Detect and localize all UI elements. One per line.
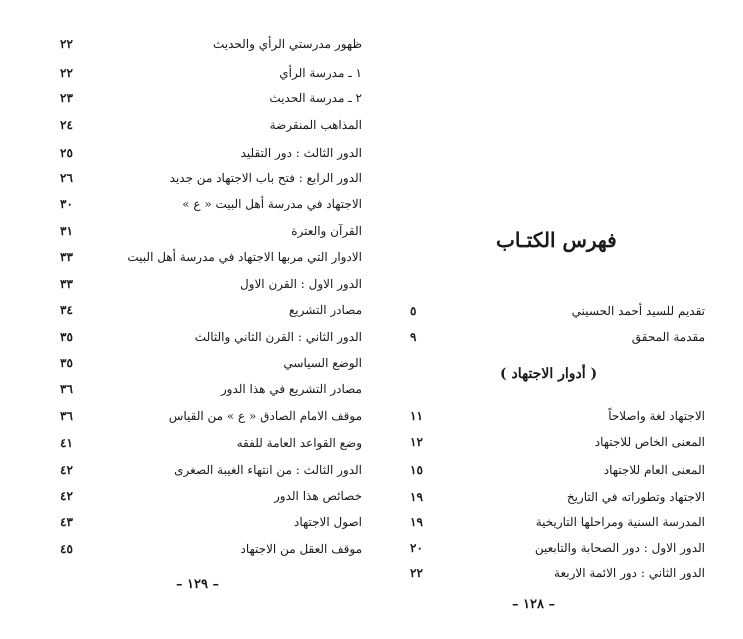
entry-title: المدرسة السنية ومراحلها التاريخية [535,515,705,529]
entry-title: مقدمة المحقق [631,330,705,344]
toc-entry [0,220,372,242]
entry-page: ٢٤ [60,118,73,132]
entry-page: ٤١ [60,436,73,450]
entry-page: ٣١ [60,224,73,238]
toc-entry [372,405,743,427]
entry-title: الدور الرابع : فتح باب الاجتهاد من جديد [169,171,362,185]
entry-title: مصادر التشريع في هذا الدور [220,382,362,396]
entry-title: الدور الثالث : من انتهاء الغيبة الصغرى [174,463,362,477]
entry-page: ٤٢ [60,489,73,503]
right-page [372,0,743,639]
toc-entry [372,431,743,453]
entry-page: ١٩ [410,515,423,529]
entry-page: ٣٤ [60,303,73,317]
toc-entry [372,537,743,559]
entry-title: موقف العقل من الاجتهاد [240,542,362,556]
entry-title: المعنى العام للاجتهاد [603,463,705,477]
toc-entry [372,300,743,322]
entry-title: الدور الاول : دور الصحابة والتابعين [534,541,705,555]
entry-title: تقديم للسيد أحمد الحسيني [571,304,705,318]
entry-page: ١٥ [410,463,423,477]
entry-page: ٩ [410,330,417,344]
entry-title: القرآن والعترة [291,224,362,238]
toc-entry [0,352,372,374]
entry-title: ١ ـ مدرسة الرأي [279,66,362,80]
entry-title: المذاهب المنقرضة [269,118,362,132]
toc-entry [0,87,372,109]
entry-title: الاجتهاد وتطوراته في التاريخ [566,490,705,504]
toc-entry [0,62,372,84]
entry-page: ٢٢ [60,66,73,80]
toc-entry [0,114,372,136]
entry-page: ٣٣ [60,277,73,291]
entry-title: ظهور مدرستي الرأي والحديث [212,37,362,51]
toc-entry [372,486,743,508]
toc-entry [0,378,372,400]
toc-entry [0,326,372,348]
entry-page: ٢٦ [60,171,73,185]
entry-page: ٣٥ [60,330,73,344]
toc-entry [0,33,372,55]
entry-page: ٢٥ [60,146,73,160]
page-number: – ١٢٨ – [512,597,556,612]
entry-page: ٣٦ [60,409,73,423]
entry-title: الاجتهاد لغة واصلاحاً [608,409,705,423]
entry-page: ١٩ [410,490,423,504]
entry-page: ٣٦ [60,382,73,396]
toc-entry [0,246,372,268]
entry-page: ٢٣ [60,91,73,105]
entry-title: مصادر التشريع [288,303,362,317]
entry-title: الادوار التي مربها الاجتهاد في مدرسة أهل البيت [127,250,362,264]
entry-page: ٣٠ [60,197,73,211]
page-title: فهرس الكتـاب [496,228,617,252]
entry-title: الاجتهاد في مدرسة أهل البيت « ع » [182,197,362,211]
entry-title: الوضع السياسي [283,356,362,370]
section-heading: ( أدوار الاجتهاد ) [500,366,598,382]
toc-entry [0,538,372,560]
entry-title: موقف الامام الصادق « ع » من القياس [168,409,362,423]
toc-entry [0,273,372,295]
toc-entry [372,459,743,481]
entry-title: خصائص هذا الدور [274,489,362,503]
entry-page: ١١ [410,409,423,423]
entry-title: ٢ ـ مدرسة الحديث [269,91,362,105]
toc-entry [0,405,372,427]
entry-title: اصول الاجتهاد [293,515,362,529]
toc-entry [0,193,372,215]
toc-entry [372,562,743,584]
entry-page: ٤٥ [60,542,73,556]
toc-entry [0,142,372,164]
entry-page: ٥ [410,304,417,318]
toc-entry [0,432,372,454]
entry-page: ٤٢ [60,463,73,477]
page-number: – ١٢٩ – [176,577,220,592]
entry-page: ٣٥ [60,356,73,370]
entry-title: وضع القواعد العامة للفقه [236,436,362,450]
entry-page: ١٢ [410,435,423,449]
entry-title: المعنى الخاص للاجتهاد [594,435,705,449]
entry-title: الدور الثاني : دور الائمة الاربعة [554,566,705,580]
toc-entry [0,485,372,507]
toc-entry [0,299,372,321]
toc-entry [372,326,743,348]
toc-entry [0,167,372,189]
entry-title: الدور الثالث : دور التقليد [240,146,362,160]
entry-page: ٢٠ [410,541,423,555]
entry-page: ٢٢ [60,37,73,51]
entry-page: ٣٣ [60,250,73,264]
entry-page: ٤٣ [60,515,73,529]
toc-entry [0,459,372,481]
entry-title: الدور الثاني : القرن الثاني والثالث [194,330,362,344]
entry-page: ٢٢ [410,566,423,580]
entry-title: الدور الاول : القرن الاول [239,277,362,291]
toc-entry [0,511,372,533]
toc-entry [372,511,743,533]
